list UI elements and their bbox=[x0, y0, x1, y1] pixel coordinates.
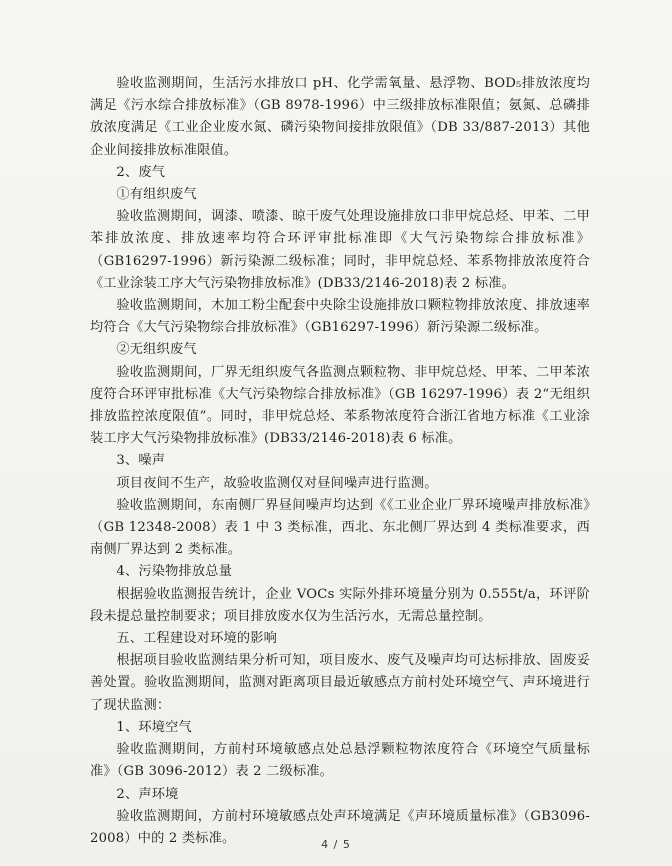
paragraph: 根据项目验收监测结果分析可知，项目废水、废气及噪声均可达标排放、固废妥善处置。验收监测期间，监测对距离项目最近敏感点方前村处环境空气、声环境进行了现状监测： bbox=[90, 653, 590, 713]
paragraph: 验收监测期间，东南侧厂界昼间噪声均达到《《工业企业厂界环境噪声排放标准》（GB 12348-2008）表 1 中 3 类标准，西北、东北侧厂界达到 4 类标准要求，西南侧厂界达到 2 类标准。 bbox=[90, 497, 590, 558]
paragraph: 项目夜间不生产，故验收监测仅对昼间噪声进行监测。 bbox=[116, 475, 438, 491]
paragraph: 验收监测期间，厂界无组织废气各监测点颗粒物、非甲烷总烃、甲苯、二甲苯浓度符合环评审批标准《大气污染物综合排放标准》（GB 16297-1996）表 2“无组织排放监控浓度限值”。同时，非甲烷总烃、苯系物浓度符合浙江省地方标准《工业涂装工序大气污染物排放标准》(DB33/2146-2018)表 6 标准。 bbox=[90, 364, 590, 447]
section-heading: 2、声环境 bbox=[116, 786, 179, 802]
page-number: 4 / 5 bbox=[321, 838, 351, 851]
section-heading: ①有组织废气 bbox=[116, 187, 197, 203]
paragraph: 验收监测期间，木加工粉尘配套中央除尘设施排放口颗粒物排放浓度、排放速率均符合《大气污染物综合排放标准》（GB16297-1996）新污染源二级标准。 bbox=[90, 298, 590, 336]
section-heading: 3、噪声 bbox=[116, 453, 166, 469]
section-heading: 2、废气 bbox=[116, 164, 166, 180]
document-body bbox=[90, 73, 590, 850]
paragraph: 验收监测期间，调漆、喷漆、晾干废气处理设施排放口非甲烷总烃、甲苯、二甲苯排放浓度、排放速率均符合环评审批标准即《大气污染物综合排放标准》（GB16297-1996）新污染源二级标准；同时，非甲烷总烃、苯系物排放浓度符合《工业涂装工序大气污染物排放标准》(DB33/2146-2018)表 2 标准。 bbox=[90, 209, 590, 291]
section-heading: 1、环境空气 bbox=[116, 719, 192, 735]
paragraph: 根据验收监测报告统计，企业 VOCs 实际外排环境量分别为 0.555t/a，环评阶段未提总量控制要求；项目排放废水仅为生活污水，无需总量控制。 bbox=[90, 586, 590, 624]
section-heading: 五、工程建设对环境的影响 bbox=[116, 631, 278, 647]
section-heading: 4、污染物排放总量 bbox=[116, 564, 233, 580]
paragraph: 验收监测期间，生活污水排放口 pH、化学需氧量、悬浮物、BOD₅排放浓度均满足《污水综合排放标准》（GB 8978-1996）中三级排放标准限值；氨氮、总磷排放浓度满足《工业企业废水氮、磷污染物间接排放限值》（DB 33/887-2013）其他企业间接排放标准限值。 bbox=[90, 76, 590, 158]
paragraph: 验收监测期间，方前村环境敏感点处声环境满足《声环境质量标准》（GB3096-2008）中的 2 类标准。 bbox=[90, 808, 590, 846]
paragraph: 验收监测期间，方前村环境敏感点处总悬浮颗粒物浓度符合《环境空气质量标准》（GB 3096-2012）表 2 二级标准。 bbox=[90, 742, 590, 780]
section-heading: ②无组织废气 bbox=[116, 342, 197, 358]
